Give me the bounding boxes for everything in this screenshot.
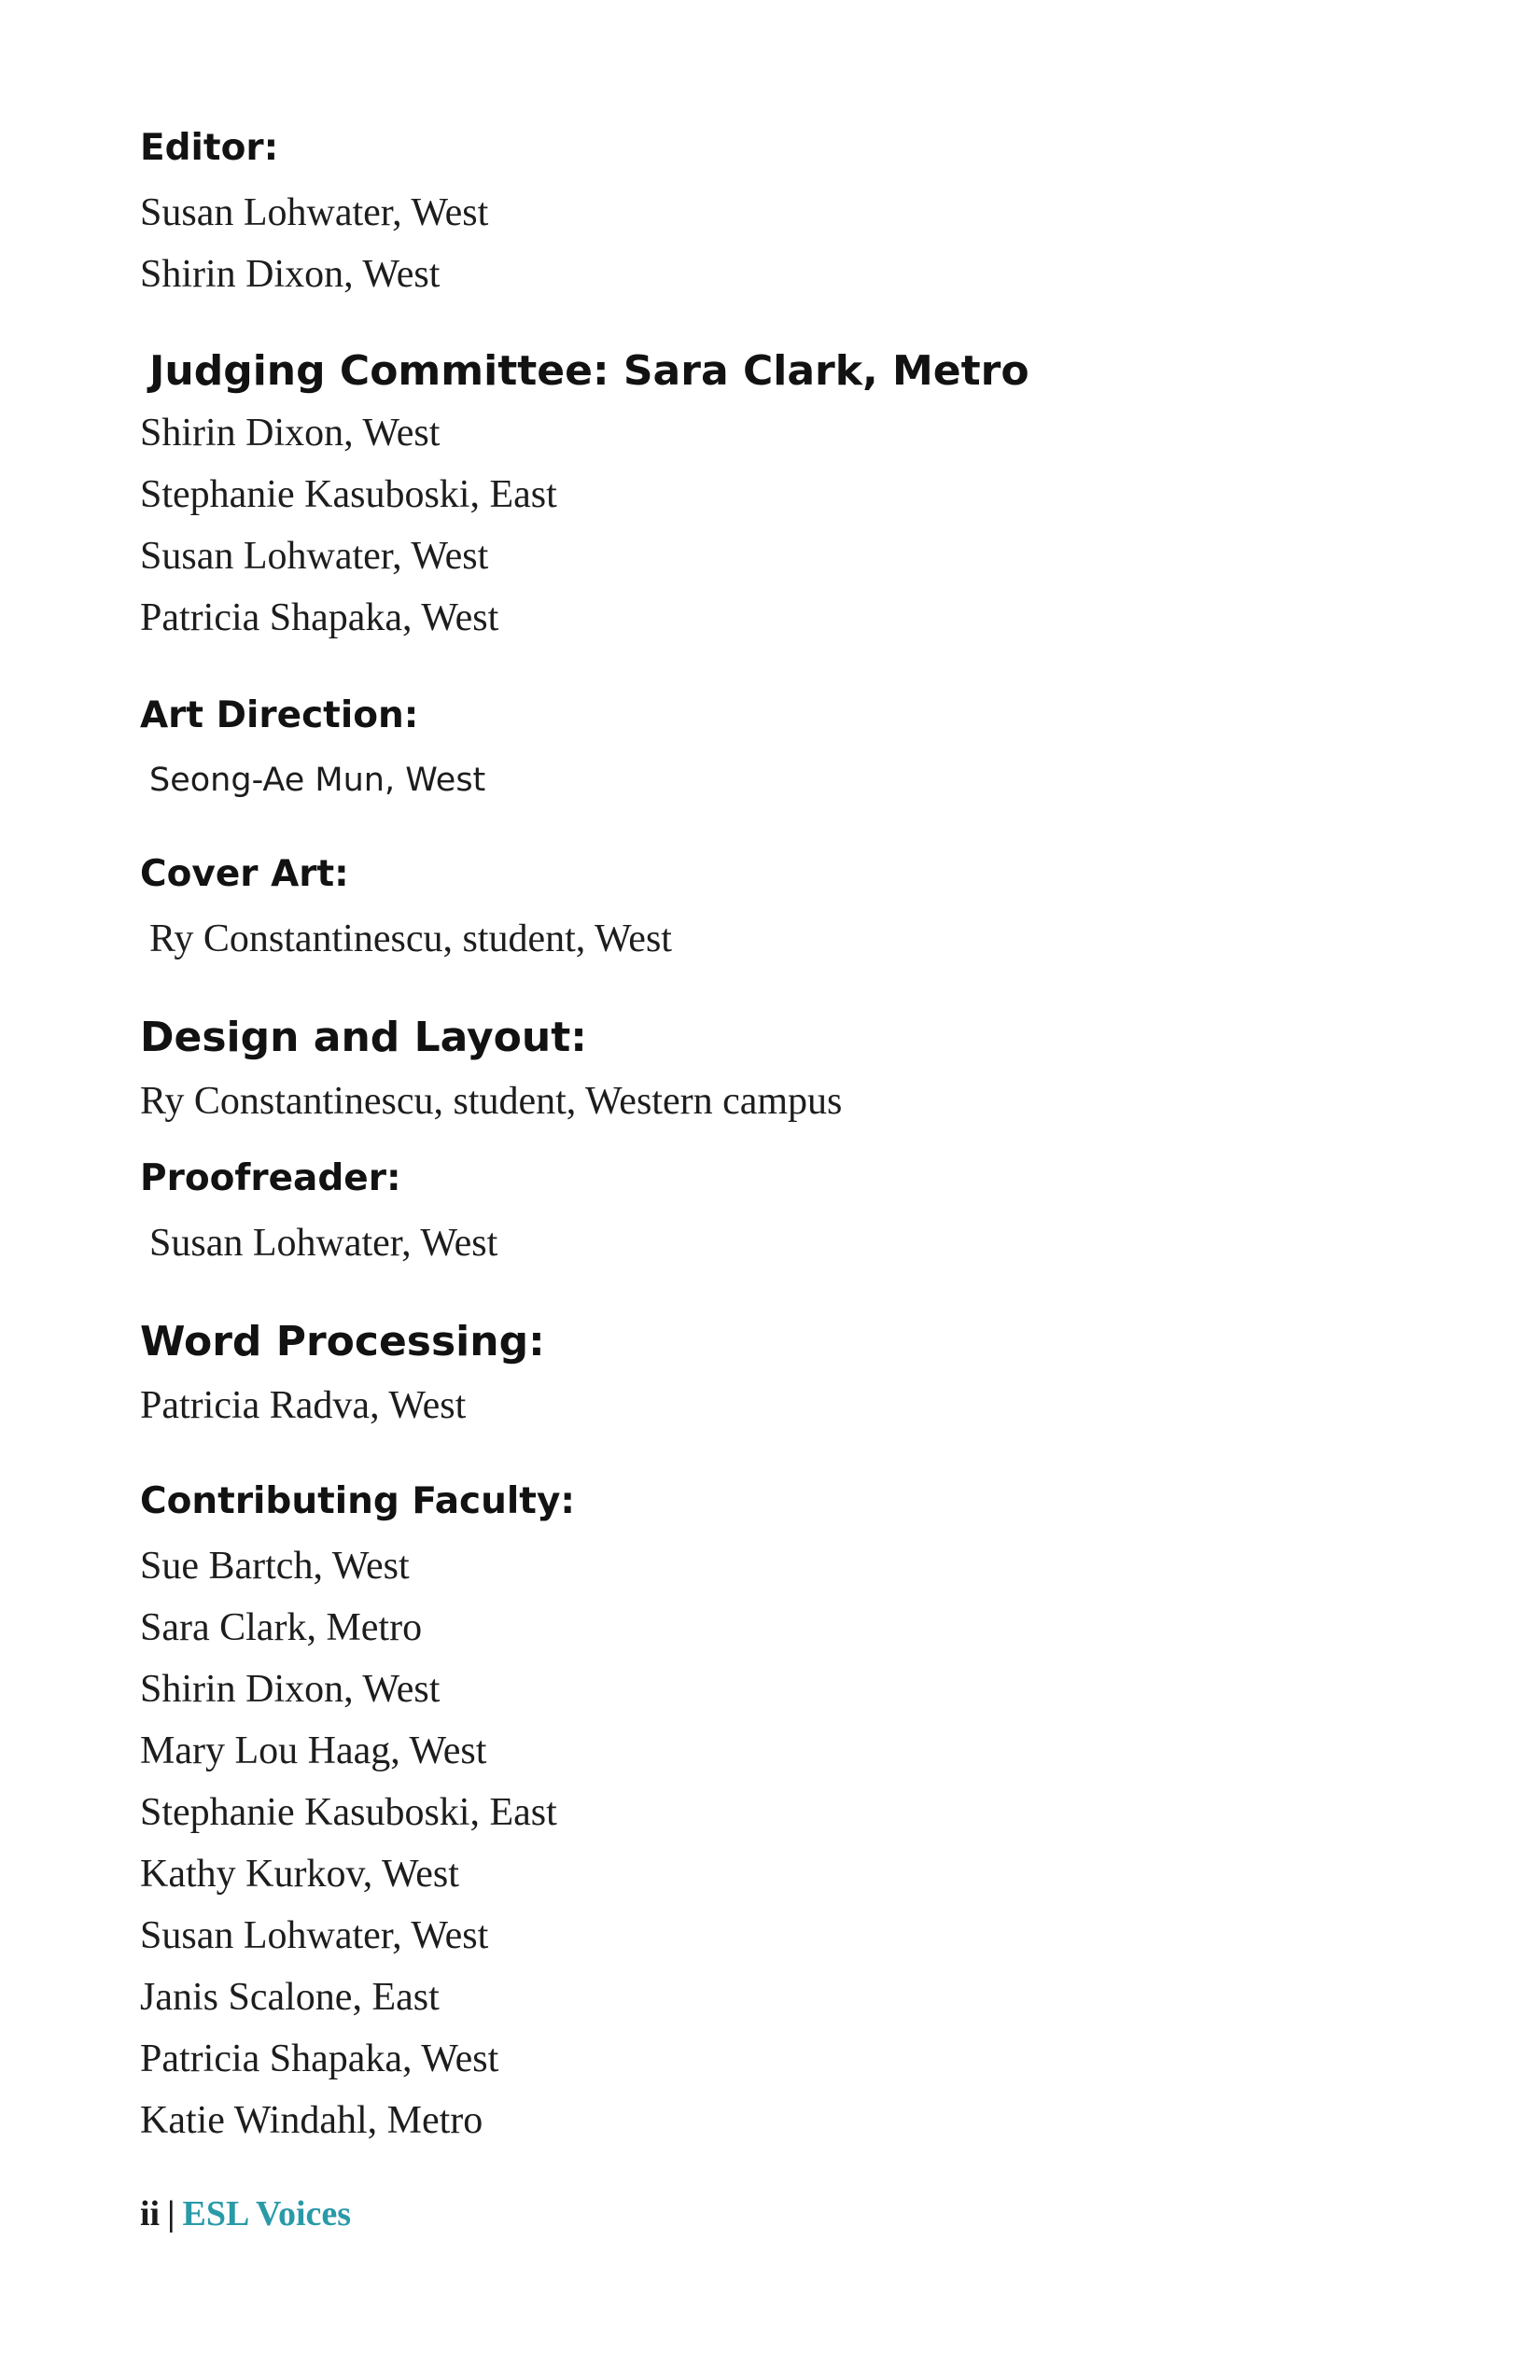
cover-art-heading: Cover Art:	[140, 853, 349, 895]
judge-name: Shirin Dixon, West	[140, 411, 441, 455]
word-processing-list	[140, 1375, 545, 1436]
judge-name: Susan Lohwater, West	[140, 534, 489, 578]
editor-section	[140, 127, 488, 305]
proofreader-list	[140, 1212, 497, 1274]
judging-list	[140, 402, 1029, 649]
proofreader-heading: Proofreader:	[140, 1157, 401, 1199]
faculty-name: Stephanie Kasuboski, East	[140, 1790, 557, 1834]
word-processing-section	[140, 1318, 545, 1436]
editor-name: Shirin Dixon, West	[140, 252, 441, 296]
faculty-name: Sara Clark, Metro	[140, 1605, 423, 1649]
footer-separator: |	[167, 2194, 175, 2233]
judge-name: Patricia Shapaka, West	[140, 595, 499, 639]
word-processor-name: Patricia Radva, West	[140, 1383, 467, 1427]
faculty-name: Katie Windahl, Metro	[140, 2098, 483, 2142]
faculty-name: Mary Lou Haag, West	[140, 1729, 487, 1772]
judging-section	[140, 347, 1029, 649]
editor-list	[140, 182, 488, 305]
art-director-name: Seong-Ae Mun, West	[149, 761, 486, 799]
faculty-name: Kathy Kurkov, West	[140, 1852, 459, 1896]
design-layout-list	[140, 1071, 842, 1132]
contributing-faculty-heading: Contributing Faculty:	[140, 1480, 575, 1522]
cover-art-list	[140, 908, 672, 970]
art-direction-section	[140, 694, 485, 811]
faculty-name: Sue Bartch, West	[140, 1544, 410, 1588]
page-footer	[140, 2193, 351, 2234]
editor-name: Susan Lohwater, West	[140, 190, 489, 234]
art-direction-heading: Art Direction:	[140, 694, 419, 736]
design-layout-heading: Design and Layout:	[140, 1014, 587, 1061]
faculty-name: Susan Lohwater, West	[140, 1913, 489, 1957]
cover-art-section	[140, 853, 672, 970]
word-processing-heading: Word Processing:	[140, 1318, 545, 1365]
faculty-name: Shirin Dixon, West	[140, 1667, 441, 1711]
proofreader-section	[140, 1157, 497, 1274]
faculty-name: Patricia Shapaka, West	[140, 2037, 499, 2080]
editor-heading: Editor:	[140, 127, 279, 169]
proofreader-name: Susan Lohwater, West	[149, 1221, 498, 1265]
publication-title: ESL Voices	[182, 2194, 352, 2233]
design-layout-section	[140, 1014, 842, 1132]
contributing-faculty-section	[140, 1480, 575, 2151]
designer-name: Ry Constantinescu, student, Western campus	[140, 1079, 843, 1123]
faculty-name: Janis Scalone, East	[140, 1975, 440, 2019]
contributing-faculty-list	[140, 1535, 575, 2151]
judging-heading: Judging Committee: Sara Clark, Metro	[149, 347, 1029, 395]
page-number: ii	[140, 2194, 161, 2233]
art-direction-list	[140, 749, 485, 811]
cover-artist-name: Ry Constantinescu, student, West	[149, 917, 672, 960]
judge-name: Stephanie Kasuboski, East	[140, 472, 557, 516]
